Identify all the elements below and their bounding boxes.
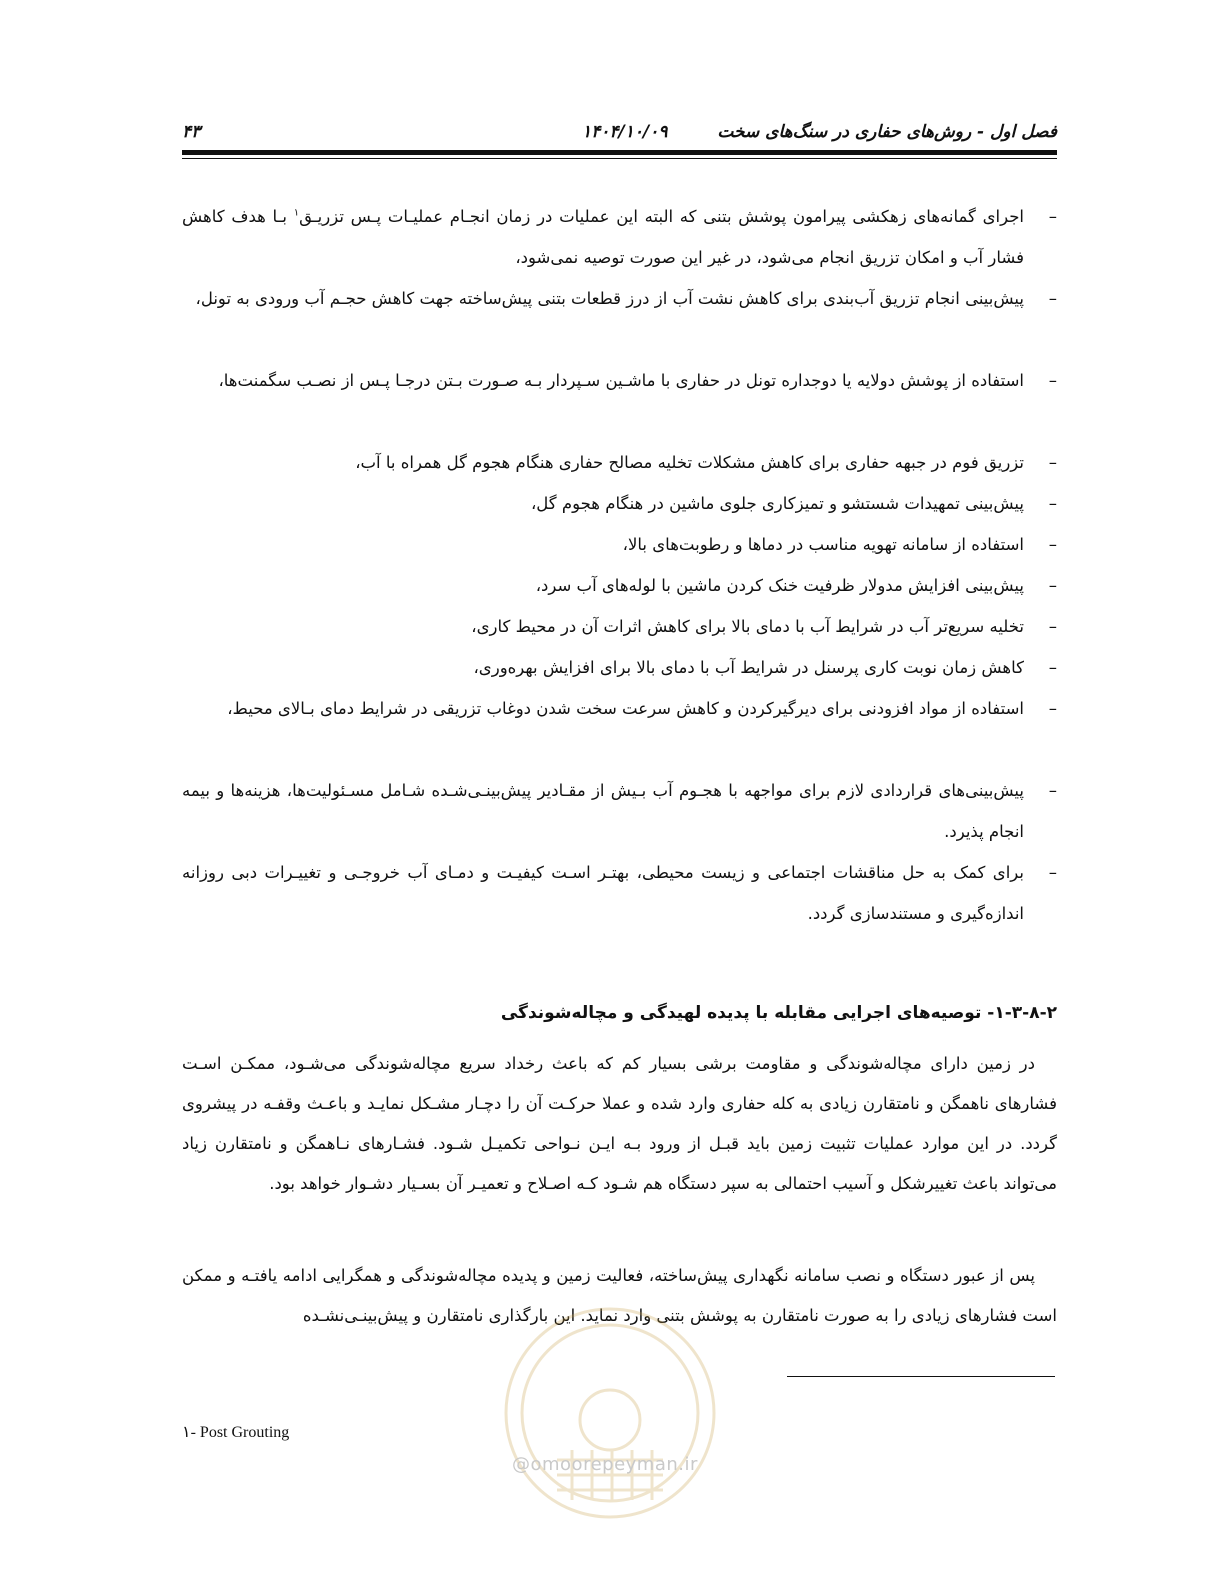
section-title: توصیه‌های اجرایی مقابله با پدیده لهیدگی و مچاله‌شوندگی — [500, 1003, 988, 1023]
body-paragraph: در زمین دارای مچاله‌شوندگی و مقاومت برشی بسیار کم که باعث رخداد سریع مچاله‌شوندگی می‌شـود، ممکـن اسـت فشارهای ناهمگن و نامتقارن زیادی به کله حفاری وارد شده و عملا حرکـت آن را دچـار مشـکل نمایـد و باعـث وقفـه در پیشروی گردد. در این موارد عملیات تثبیت زمین باید قبـل از ورود بـه ایـن نـواحی تکمیـل شـود. فشـارهای نـاهمگن و نامتقارن زیاد می‌تواند باعث تغییرشکل و آسیب احتمالی به سپر دستگاه هم شـود کـه اصـلاح و تعمیـر آن بسـیار دشـوار خواهد بود. — [182, 1054, 1057, 1193]
page-number: ۴۳ — [182, 122, 201, 142]
header-rule-thick — [182, 150, 1057, 155]
list-item: – تخلیه سریع‌تر آب در شرایط آب با دمای بالا برای کاهش اثرات آن در محیط کاری، — [182, 606, 1057, 647]
list-item: – پیش‌بینی تمهیدات شستشو و تمیزکاری جلوی ماشین در هنگام هجوم گل، — [182, 483, 1057, 524]
list-item: – اجرای گمانه‌های زهکشی پیرامون پوشش بتنی که البته این عملیات در زمان انجـام عملیـات پـس تزریـق$^۱$ بـا هدف کاهش فشار آب و امکان تزریق انجام می‌شود، در غیر این صورت توصیه نمی‌شود، — [182, 196, 1057, 278]
header-date: ۱۴۰۴/۱۰/۰۹ — [582, 122, 668, 142]
section-number: ۱-۳-۸-۲- — [987, 1003, 1057, 1023]
page-header — [182, 118, 1057, 148]
footnote-separator — [787, 1376, 1055, 1377]
list-item: – پیش‌بینی افزایش مدولار ظرفیت خنک کردن ماشین با لوله‌های آب سرد، — [182, 565, 1057, 606]
watermark-site: @omoorepeyman.ir — [512, 1454, 698, 1475]
watermark-seal-icon — [497, 1300, 723, 1526]
footnote-ref[interactable]: ۱ — [293, 207, 300, 219]
body-paragraph: پس از عبور دستگاه و نصب سامانه نگهداری پیش‌ساخته، فعالیت زمین و پدیده مچاله‌شوندگی و همگرایی ادامه یافتـه و ممکن است فشارهای زیادی را به صورت نامتقارن به پوشش بتنی وارد نماید. این بارگذاری نامتقارن و پیش‌بینـی‌نشـده — [182, 1266, 1057, 1325]
footnote: ۱- Post Grouting — [182, 1424, 290, 1441]
list-item: – برای کمک به حل مناقشات اجتماعی و زیست محیطی، بهتـر اسـت کیفیـت و دمـای آب خروجـی و تغییـرات دبی روزانه اندازه‌گیری و مستندسازی گردد. — [182, 852, 1057, 934]
list-item: – کاهش زمان نوبت کاری پرسنل در شرایط آب با دمای بالا برای افزایش بهره‌وری، — [182, 647, 1057, 688]
list-item: – تزریق فوم در جبهه حفاری برای کاهش مشکلات تخلیه مصالح حفاری هنگام هجوم گل همراه با آب، — [182, 442, 1057, 483]
list-item: – استفاده از سامانه تهویه مناسب در دماها و رطوبت‌های بالا، — [182, 524, 1057, 565]
list-item: – استفاده از مواد افزودنی برای دیرگیرکردن و کاهش سرعت سخت شدن دوغاب تزریقی در شرایط دمای بـالای محیط، — [182, 688, 1057, 770]
recommendation-list — [182, 196, 1057, 934]
chapter-title: فصل اول - روش‌های حفاری در سنگ‌های سخت — [717, 122, 1057, 142]
list-item: – پیش‌بینی انجام تزریق آب‌بندی برای کاهش نشت آب از درز قطعات بتنی پیش‌ساخته جهت کاهش حجـم آب ورودی به تونل، — [182, 278, 1057, 360]
list-item: – پیش‌بینی‌های قراردادی لازم برای مواجهه با هجـوم آب بـیش از مقـادیر پیش‌بینـی‌شـده شـامل مسـئولیت‌ها، هزینه‌ها و بیمه انجام پذیرد. — [182, 770, 1057, 852]
section-heading — [182, 996, 1057, 1030]
list-item: – استفاده از پوشش دولایه یا دوجداره تونل در حفاری با ماشـین سـپردار بـه صـورت بـتن درجـا پـس از نصـب سگمنت‌ها، — [182, 360, 1057, 442]
header-rule-thin — [182, 158, 1057, 159]
